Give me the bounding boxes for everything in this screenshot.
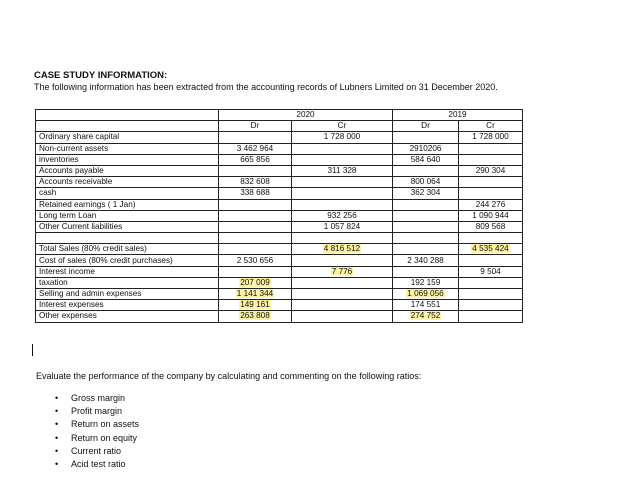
dr2020-cell [219,244,292,255]
dr2019-cell [393,244,459,255]
table-row [36,277,523,288]
cr2019-value: 290 304 [475,166,506,176]
cr2020-cell [292,244,393,255]
table-row [36,165,523,176]
dr2019-cell [393,300,459,311]
dr2020-value: 665 856 [240,154,270,164]
cr2020-cell [292,311,393,322]
cr2019-cell [459,233,523,244]
cr2019-cell [459,188,523,199]
cr-2019-header: Cr [459,121,523,132]
year-2020-header: 2020 [219,110,393,121]
cr2019-value: 244 276 [475,199,506,209]
dr2019-cell [393,132,459,143]
row-label: Long term Loan [36,210,219,221]
ratio-item: • Return on assets [55,418,139,431]
dr2019-value: 192 159 [410,277,441,287]
cr2019-value: 809 568 [475,221,506,231]
cr2019-cell [459,311,523,322]
dr2020-cell [219,277,292,288]
dr2020-value: 832 608 [240,177,270,187]
table-row [36,244,523,255]
task-instruction: Evaluate the performance of the company by calculating and commenting on the following ratios: [36,371,422,381]
cr2020-value: 4 816 512 [323,244,361,254]
dr2019-value: 274 752 [410,311,441,321]
cr2020-value: 1 057 824 [323,221,361,231]
dr2020-cell [219,289,292,300]
cr2020-cell [292,210,393,221]
ratio-item: • Gross margin [55,392,139,405]
dr2019-cell [393,199,459,210]
dr2019-value: 362 304 [410,188,441,198]
dr2019-value: 1 069 056 [407,289,444,299]
row-label: Accounts payable [36,165,219,176]
cr2020-cell [292,266,393,277]
cr2020-cell [292,277,393,288]
table-row [36,311,523,322]
row-label: Selling and admin expenses [36,289,219,300]
dr2019-cell [393,277,459,288]
cr2020-value: 932 256 [327,210,357,220]
table-row [36,177,523,188]
case-study-heading: CASE STUDY INFORMATION: [34,70,168,81]
row-label: Ordinary share capital [36,132,219,143]
cr2019-cell [459,300,523,311]
ratio-item: • Return on equity [55,432,139,445]
table-row [36,300,523,311]
dr2020-cell [219,132,292,143]
cr2020-value: 7 776 [331,266,353,276]
dr2019-value: 2910206 [409,143,442,153]
row-label: Interest expenses [36,300,219,311]
cr2020-cell [292,165,393,176]
cr2019-cell [459,210,523,221]
dr2020-cell [219,188,292,199]
blank-header-cell [36,121,219,132]
dr2020-cell [219,311,292,322]
cr2019-value: 4 535 424 [472,244,509,254]
dr2020-cell [219,154,292,165]
table-row [36,255,523,266]
dr2020-value: 2 530 656 [236,255,274,265]
row-label: Total Sales (80% credit sales) [36,244,219,255]
dr2019-cell [393,210,459,221]
row-label: inventories [36,154,219,165]
cr2019-cell [459,177,523,188]
row-label: cash [36,188,219,199]
cr2019-cell [459,143,523,154]
table-row [36,143,523,154]
dr2020-cell [219,199,292,210]
cr2019-cell [459,266,523,277]
row-label: Accounts receivable [36,177,219,188]
dr2019-cell [393,311,459,322]
dr2019-cell [393,266,459,277]
dr2019-cell [393,165,459,176]
cr-2020-header: Cr [292,121,393,132]
dr2019-value: 174 551 [410,300,441,310]
cr2019-cell [459,255,523,266]
ratio-item: • Profit margin [55,405,139,418]
text-cursor [32,344,33,356]
row-label: Other Current liabilities [36,221,219,232]
cr2020-cell [292,177,393,188]
cr2019-cell [459,221,523,232]
row-label [36,233,219,244]
dr2020-value: 149 161 [240,300,270,310]
cr2019-value: 1 728 000 [472,132,509,142]
year-header-row [36,110,523,121]
dr2020-cell [219,210,292,221]
row-label: Interest income [36,266,219,277]
dr2019-cell [393,255,459,266]
dr2020-value: 1 141 344 [236,289,274,299]
dr2019-value: 800 064 [410,177,441,187]
cr2019-cell [459,244,523,255]
blank-header-cell [36,110,219,121]
cr2020-cell [292,233,393,244]
dr2020-value: 263 808 [240,311,270,321]
cr2020-cell [292,154,393,165]
row-label: Non-current assets [36,143,219,154]
dr2019-cell [393,289,459,300]
dr2019-cell [393,221,459,232]
dr2019-cell [393,188,459,199]
cr2019-cell [459,199,523,210]
dr2020-value: 207 009 [240,277,270,287]
cr2019-cell [459,277,523,288]
dr2019-cell [393,177,459,188]
dr2020-cell [219,233,292,244]
dr2020-value: 338 688 [240,188,270,198]
dr2019-value: 2 340 288 [407,255,444,265]
row-label: taxation [36,277,219,288]
cr2019-value: 9 504 [480,266,501,276]
table-row [36,188,523,199]
dr2019-cell [393,143,459,154]
ratio-item: • Acid test ratio [55,458,139,471]
table-row [36,289,523,300]
dr2020-cell [219,255,292,266]
dr2020-value: 3 462 964 [236,143,274,153]
cr2019-cell [459,165,523,176]
cr2020-value: 311 328 [327,166,357,176]
dr2020-cell [219,221,292,232]
cr2020-cell [292,221,393,232]
dr2020-cell [219,165,292,176]
cr2019-value: 1 090 944 [472,210,509,220]
cr2019-cell [459,132,523,143]
cr2020-cell [292,188,393,199]
dr2020-cell [219,300,292,311]
dr2020-cell [219,266,292,277]
ratio-item: • Current ratio [55,445,139,458]
year-2019-header: 2019 [393,110,523,121]
table-row [36,199,523,210]
row-label: Other expenses [36,311,219,322]
dr-2019-header: Dr [393,121,459,132]
row-label: Cost of sales (80% credit purchases) [36,255,219,266]
cr2020-cell [292,255,393,266]
cr2019-cell [459,289,523,300]
table-row [36,221,523,232]
dr2019-value: 584 640 [410,154,441,164]
table-row [36,210,523,221]
financial-table [35,109,523,323]
cr2020-value: 1 728 000 [323,132,361,142]
row-label: Retained earnings ( 1 Jan) [36,199,219,210]
dr2020-cell [219,177,292,188]
cr2019-cell [459,154,523,165]
dr2019-cell [393,233,459,244]
cr2020-cell [292,132,393,143]
cr2020-cell [292,289,393,300]
intro-text: The following information has been extracted from the accounting records of Lubners Limited on 31 December 2020. [34,82,498,92]
dr2019-cell [393,154,459,165]
table-row [36,154,523,165]
table-row [36,132,523,143]
dr2020-cell [219,143,292,154]
cr2020-cell [292,300,393,311]
cr2020-cell [292,143,393,154]
dr-cr-header-row [36,121,523,132]
dr-2020-header: Dr [219,121,292,132]
table-row [36,233,523,244]
table-row [36,266,523,277]
ratio-list [55,392,139,471]
cr2020-cell [292,199,393,210]
